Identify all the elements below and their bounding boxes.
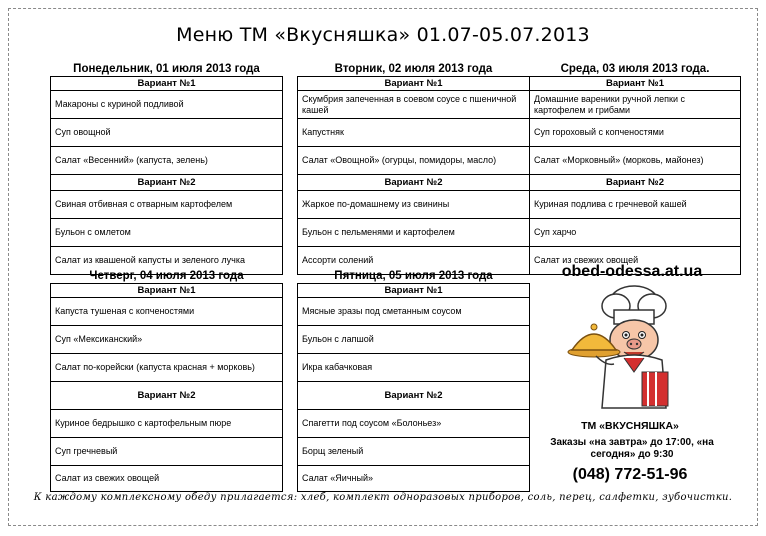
dish: Свиная отбивная с отварным картофелем: [51, 191, 283, 219]
dish: Салат «Яичный»: [298, 466, 530, 492]
day-tuesday: [297, 62, 530, 275]
variant-1-header: Вариант №1: [51, 284, 283, 298]
dish: Мясные зразы под сметанным соусом: [298, 298, 530, 326]
dish: Икра кабачковая: [298, 354, 530, 382]
dish: Бульон с пельменями и картофелем: [298, 219, 530, 247]
variant-1-header: Вариант №1: [51, 77, 283, 91]
site-url[interactable]: obed-odessa.at.ua: [561, 263, 703, 280]
order-hours: Заказы «на завтра» до 17:00, «на сегодня» до 9:30: [550, 437, 714, 460]
dish: Бульон с лапшой: [298, 326, 530, 354]
dish: Салат из свежих овощей: [530, 247, 741, 275]
dish: Домашние вареники ручной лепки с картофелем и грибами: [530, 91, 741, 119]
footer-note: К каждому комплексному обеду прилагается: хлеб, комплект одноразовых приборов, соль, перец, салфетки, зубочистки.: [33, 492, 733, 503]
dish: Суп гороховый с копченостями: [530, 119, 741, 147]
dish: Капуста тушеная с копченостями: [51, 298, 283, 326]
dish: Салат из свежих овощей: [51, 466, 283, 492]
variant-1-header: Вариант №1: [298, 77, 530, 91]
variant-1-header: Вариант №1: [530, 77, 741, 91]
day-title: Пятница, 05 июля 2013 года: [334, 270, 493, 282]
dish: Макароны с куриной подливой: [51, 91, 283, 119]
menu-table: [297, 76, 530, 275]
dish: Бульон с омлетом: [51, 219, 283, 247]
day-wednesday: [529, 62, 741, 275]
phone-number[interactable]: (048) 772-51-96: [572, 466, 688, 483]
dish: Ассорти солений: [298, 247, 530, 275]
menu-table: [50, 76, 283, 275]
day-title: Четверг, 04 июля 2013 года: [89, 270, 244, 282]
page-title: Меню ТМ «Вкусняшка» 01.07-05.07.2013: [176, 24, 590, 46]
day-monday: [50, 62, 283, 275]
dish: Борщ зеленый: [298, 438, 530, 466]
dish: Капустняк: [298, 119, 530, 147]
day-title: Среда, 03 июля 2013 года.: [560, 63, 710, 75]
dish: Суп гречневый: [51, 438, 283, 466]
dish: Жаркое по-домашнему из свинины: [298, 191, 530, 219]
variant-2-header: Вариант №2: [298, 175, 530, 191]
variant-2-header: Вариант №2: [51, 382, 283, 410]
dish: Суп харчо: [530, 219, 741, 247]
day-friday: [297, 269, 530, 492]
dish: Скумбрия запеченная в соевом соусе с пшеничной кашей: [298, 91, 530, 119]
menu-table: [50, 283, 283, 492]
menu-table: [297, 283, 530, 492]
dish: Суп «Мексиканский»: [51, 326, 283, 354]
dish: Салат «Овощной» (огурцы, помидоры, масло): [298, 147, 530, 175]
chef-illustration: [566, 280, 706, 410]
variant-2-header: Вариант №2: [298, 382, 530, 410]
dish: Салат «Морковный» (морковь, майонез): [530, 147, 741, 175]
menu-table: [529, 76, 741, 275]
brand-name: ТМ «ВКУСНЯШКА»: [581, 420, 679, 432]
dish: Спагетти под соусом «Болоньез»: [298, 410, 530, 438]
variant-2-header: Вариант №2: [530, 175, 741, 191]
variant-2-header: Вариант №2: [51, 175, 283, 191]
dish: Салат по-корейски (капуста красная + морковь): [51, 354, 283, 382]
dish: Суп овощной: [51, 119, 283, 147]
variant-1-header: Вариант №1: [298, 284, 530, 298]
dish: Салат из квашеной капусты и зеленого лучка: [51, 247, 283, 275]
day-title: Понедельник, 01 июля 2013 года: [73, 63, 260, 75]
day-title: Вторник, 02 июля 2013 года: [334, 63, 493, 75]
dish: Куриное бедрышко с картофельным пюре: [51, 410, 283, 438]
dish: Куриная подлива с гречневой кашей: [530, 191, 741, 219]
day-thursday: [50, 269, 283, 492]
dish: Салат «Весенний» (капуста, зелень): [51, 147, 283, 175]
